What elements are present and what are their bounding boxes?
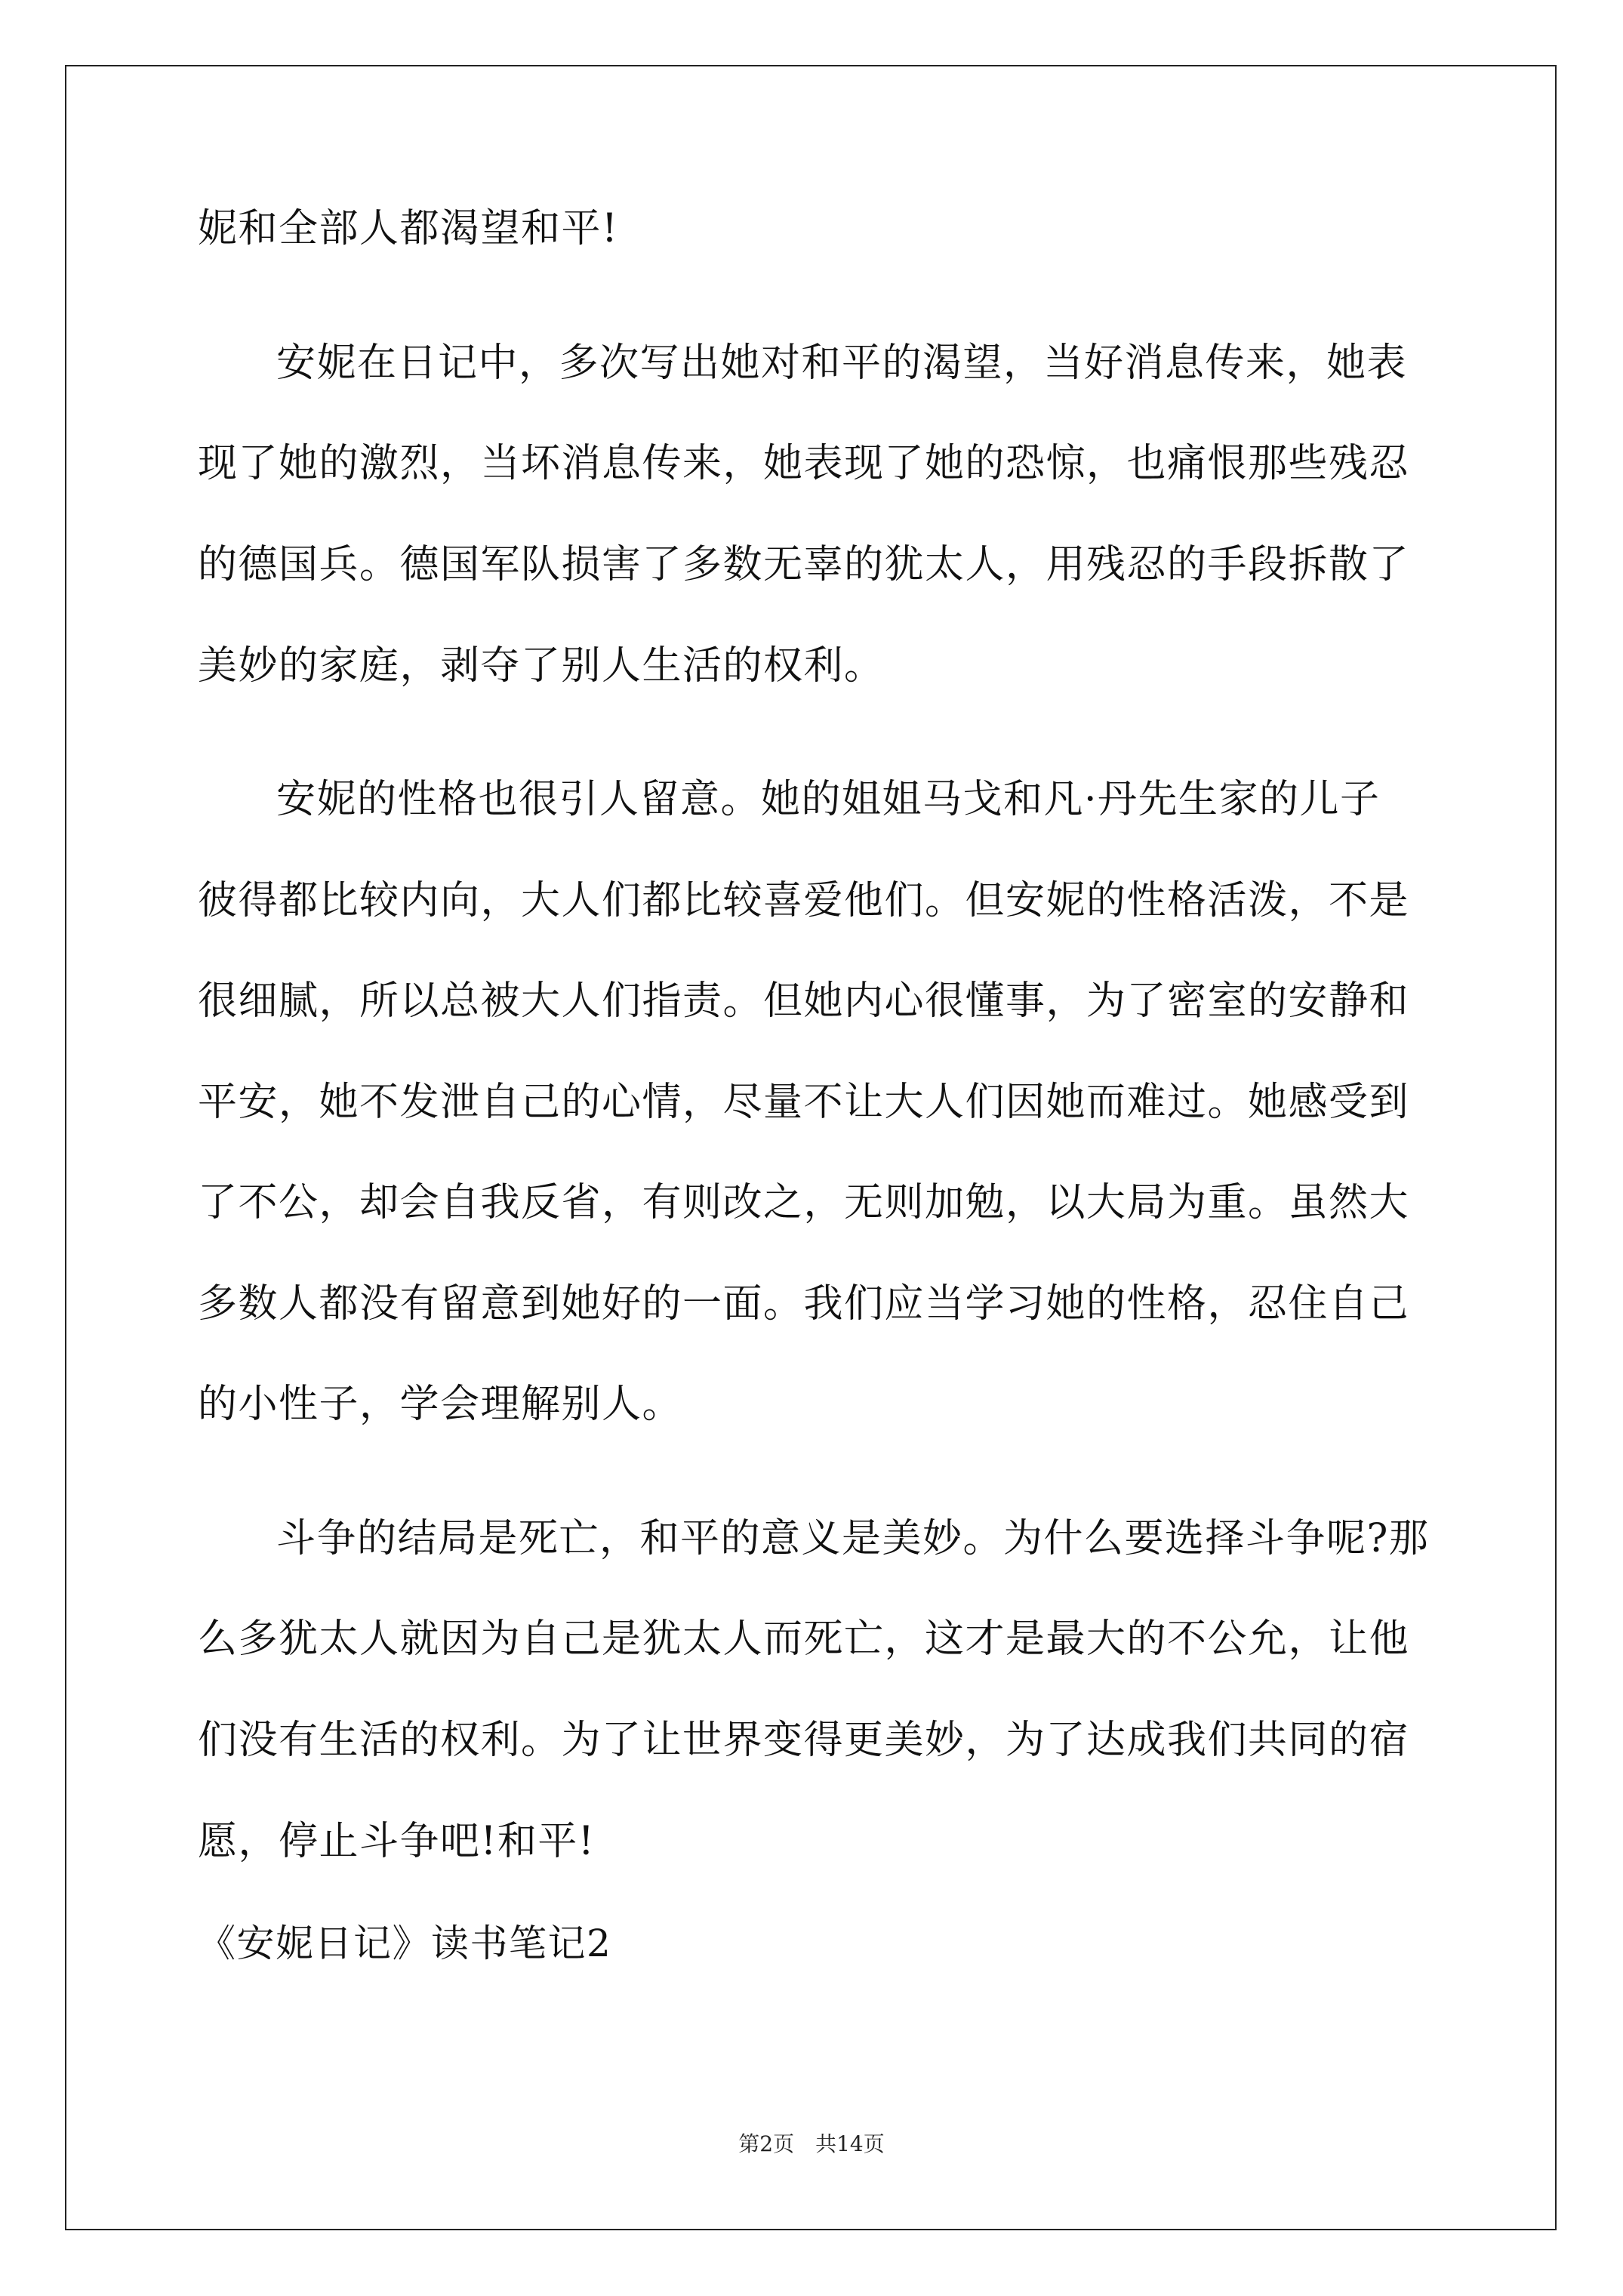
- text-line: 的德国兵。德国军队损害了多数无辜的犹太人，用残忍的手段拆散了: [198, 542, 1410, 587]
- text-line: 妮和全部人都渴望和平!: [198, 206, 619, 251]
- text-line: 愿，停止斗争吧!和平!: [198, 1819, 596, 1864]
- text-line: 们没有生活的权利。为了让世界变得更美妙，为了达成我们共同的宿: [198, 1718, 1410, 1763]
- text-line: 么多犹太人就因为自己是犹太人而死亡，这才是最大的不公允，让他: [198, 1616, 1410, 1662]
- text-line: 很细腻，所以总被大人们指责。但她内心很懂事，为了密室的安静和: [198, 978, 1410, 1024]
- text-line: 平安，她不发泄自己的心情，尽量不让大人们因她而难过。她感受到: [198, 1080, 1410, 1125]
- paragraph-start-line: 安妮的性格也很引人留意。她的姐姐马戈和凡·丹先生家的儿子: [276, 777, 1381, 822]
- text-line: 彼得都比较内向，大人们都比较喜爱他们。但安妮的性格活泼，不是: [198, 878, 1410, 923]
- paragraph-start-line: 安妮在日记中，多次写出她对和平的渴望，当好消息传来，她表: [276, 341, 1408, 386]
- section-heading: 《安妮日记》读书笔记2: [198, 1922, 612, 1965]
- text-line: 多数人都没有留意到她好的一面。我们应当学习她的性格，忍住自己: [198, 1281, 1410, 1327]
- page-border: [65, 65, 1557, 2230]
- paragraph-start-line: 斗争的结局是死亡，和平的意义是美妙。为什么要选择斗争呢?那: [276, 1516, 1430, 1561]
- text-line: 现了她的激烈，当坏消息传来，她表现了她的恐惊，也痛恨那些残忍: [198, 441, 1410, 486]
- text-line: 的小性子，学会理解别人。: [198, 1382, 683, 1427]
- page-number-footer: 第2页 共14页: [738, 2131, 885, 2156]
- text-line: 美妙的家庭，剥夺了别人生活的权利。: [198, 643, 885, 689]
- text-line: 了不公，却会自我反省，有则改之，无则加勉，以大局为重。虽然大: [198, 1180, 1410, 1225]
